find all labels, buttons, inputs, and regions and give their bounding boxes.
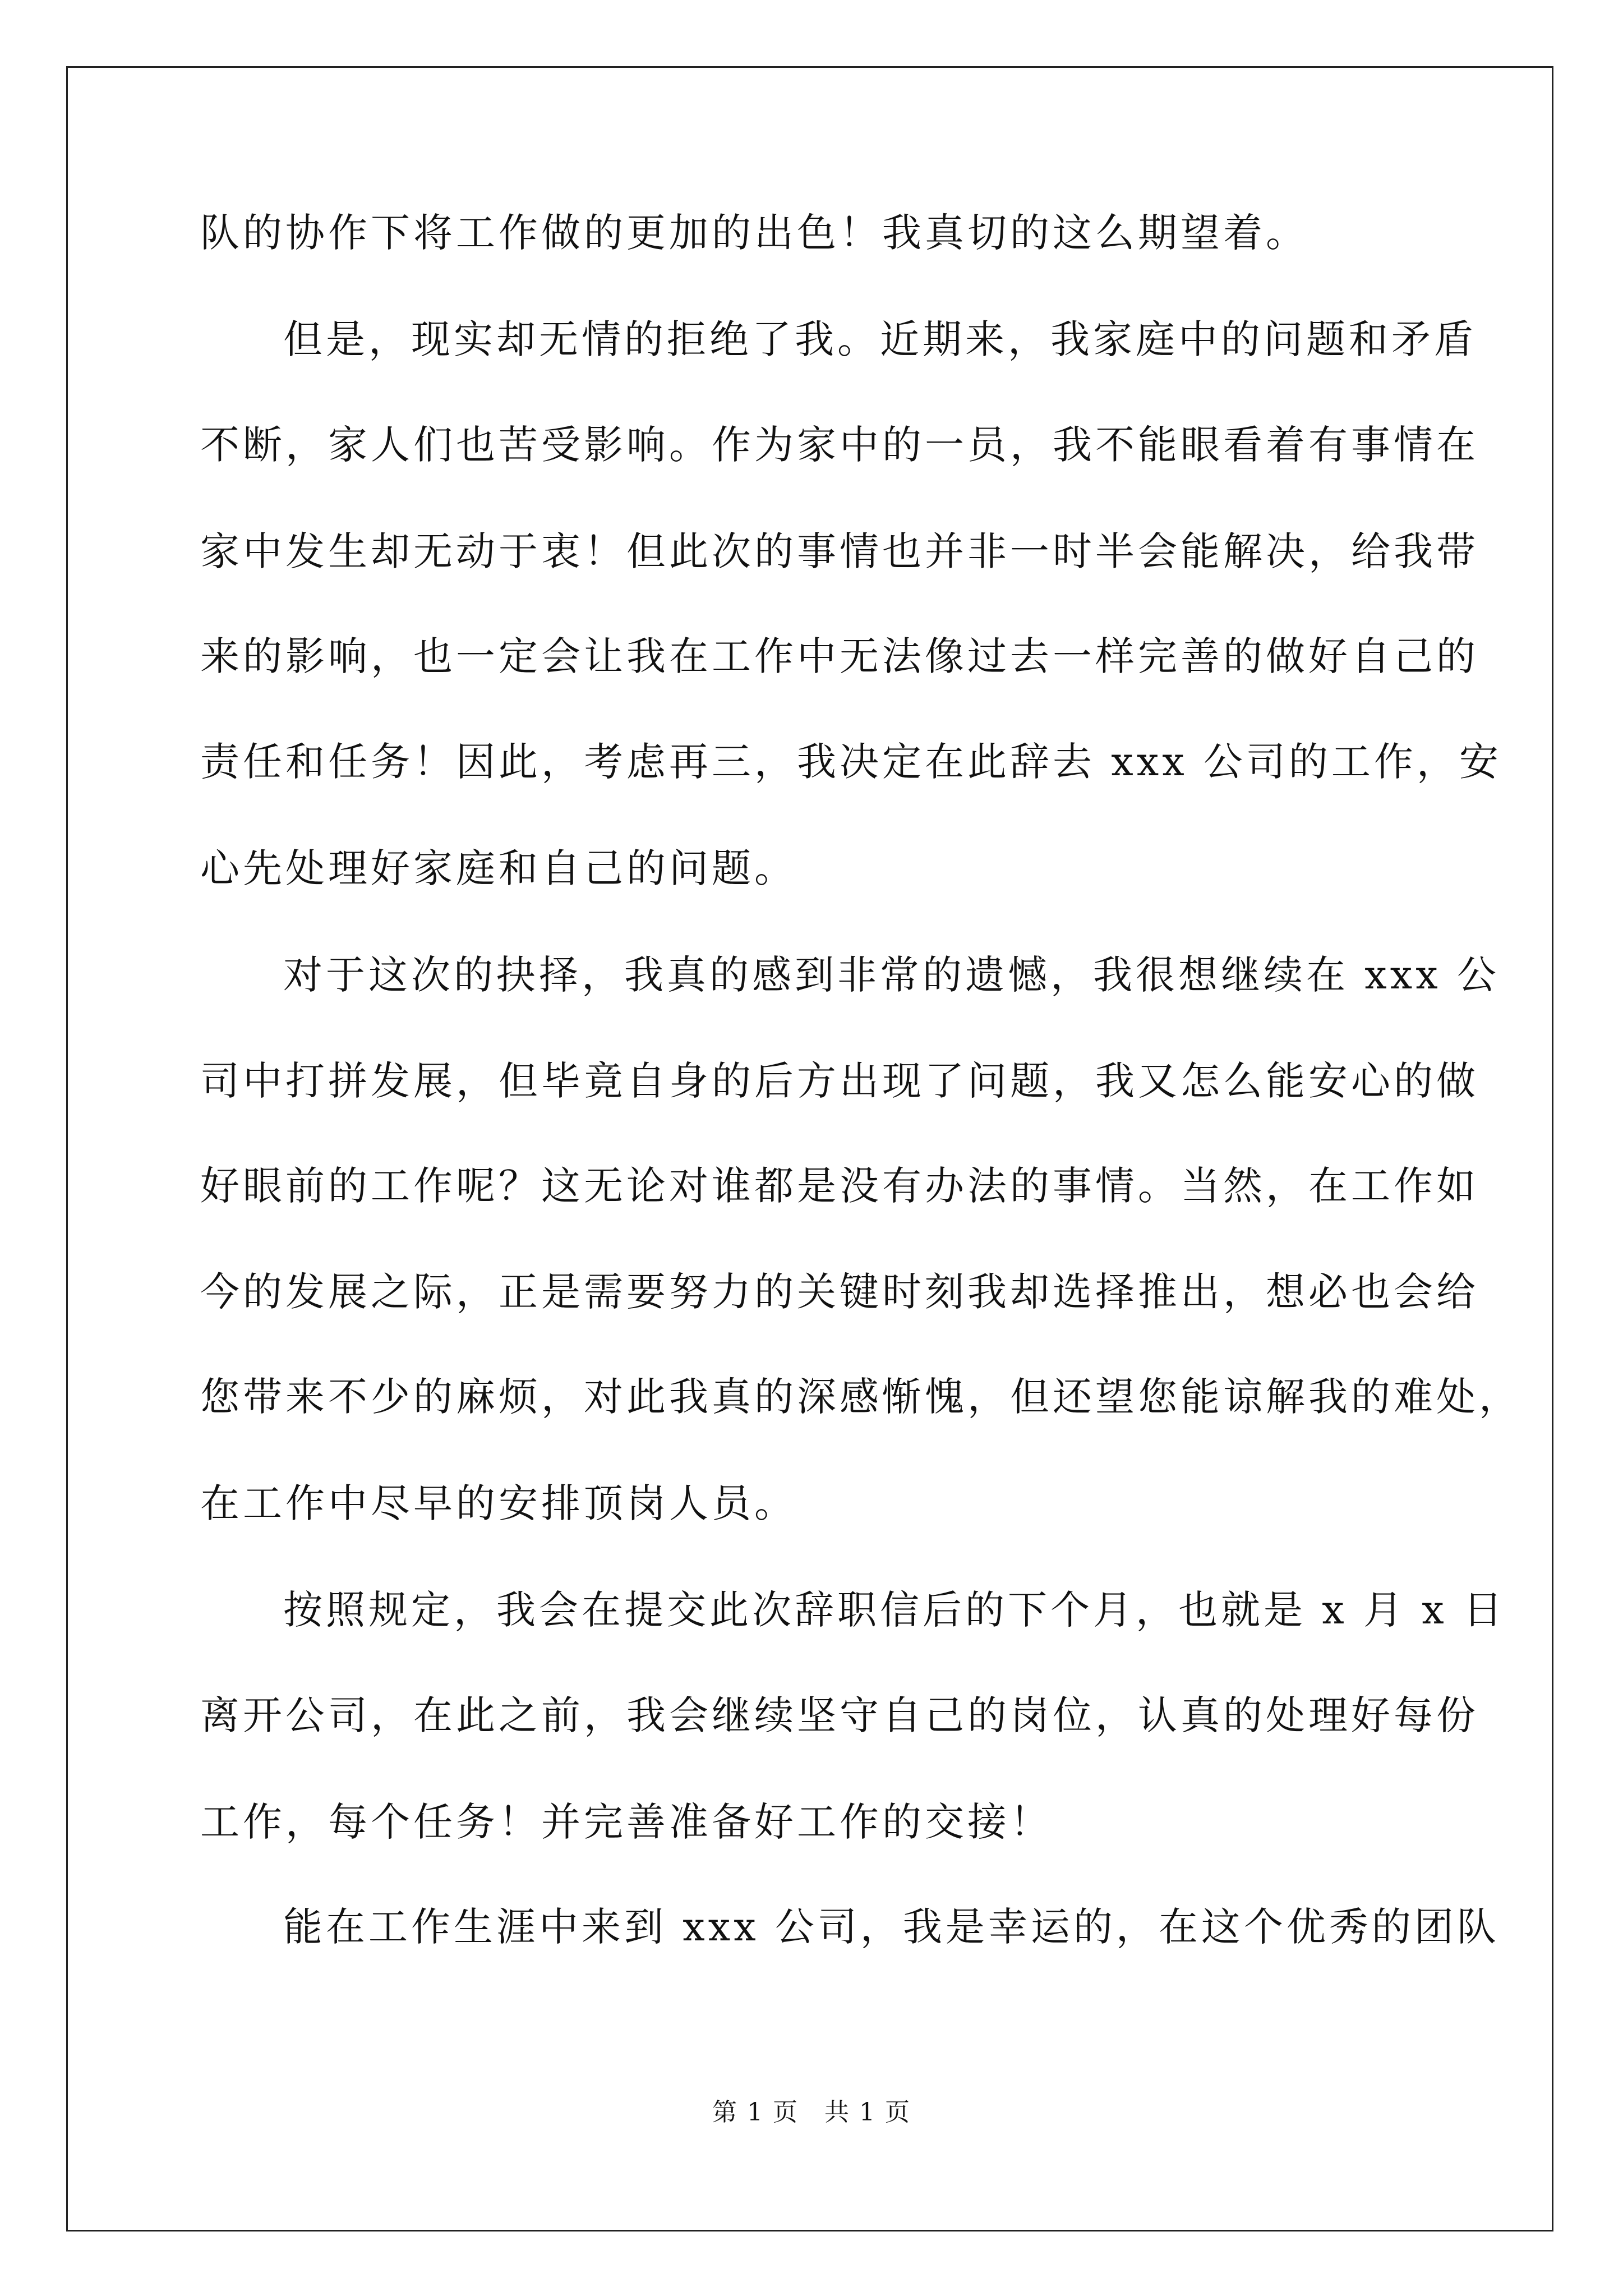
paragraph-line: 来的影响，也一定会让我在工作中无法像过去一样完善的做好自己的 — [200, 633, 1479, 679]
paragraph-line: 按照规定，我会在提交此次辞职信后的下个月，也就是 x 月 x 日 — [283, 1587, 1506, 1633]
paragraph-line: 今的发展之际，正是需要努力的关键时刻我却选择推出，想必也会给 — [200, 1269, 1479, 1315]
paragraph-line: 对于这次的抉择，我真的感到非常的遗憾，我很想继续在 xxx 公 — [283, 952, 1500, 998]
paragraph-line: 但是，现实却无情的拒绝了我。近期来，我家庭中的问题和矛盾 — [283, 316, 1477, 362]
paragraph-line: 责任和任务！因此，考虑再三，我决定在此辞去 xxx 公司的工作，安 — [200, 739, 1502, 785]
paragraph-line: 家中发生却无动于衷！但此次的事情也并非一时半会能解决，给我带 — [200, 528, 1479, 574]
paragraph-line: 司中打拼发展，但毕竟自身的后方出现了问题，我又怎么能安心的做 — [200, 1058, 1479, 1104]
paragraph-line: 离开公司，在此之前，我会继续坚守自己的岗位，认真的处理好每份 — [200, 1692, 1479, 1738]
paragraph-line: 心先处理好家庭和自己的问题。 — [200, 845, 797, 891]
paragraph-line: 不断，家人们也苦受影响。作为家中的一员，我不能眼看着有事情在 — [200, 422, 1479, 468]
page-number-footer: 第 1 页 共 1 页 — [712, 2098, 911, 2127]
paragraph-line: 队的协作下将工作做的更加的出色！我真切的这么期望着。 — [200, 210, 1308, 256]
paragraph-line: 您带来不少的麻烦，对此我真的深感惭愧，但还望您能谅解我的难处， — [200, 1374, 1521, 1420]
paragraph-line: 好眼前的工作呢？这无论对谁都是没有办法的事情。当然，在工作如 — [200, 1163, 1479, 1209]
paragraph-line: 在工作中尽早的安排顶岗人员。 — [200, 1480, 797, 1526]
paragraph-line: 能在工作生涯中来到 xxx 公司，我是幸运的，在这个优秀的团队 — [283, 1904, 1500, 1950]
paragraph-line: 工作，每个任务！并完善准备好工作的交接！ — [200, 1799, 1053, 1845]
